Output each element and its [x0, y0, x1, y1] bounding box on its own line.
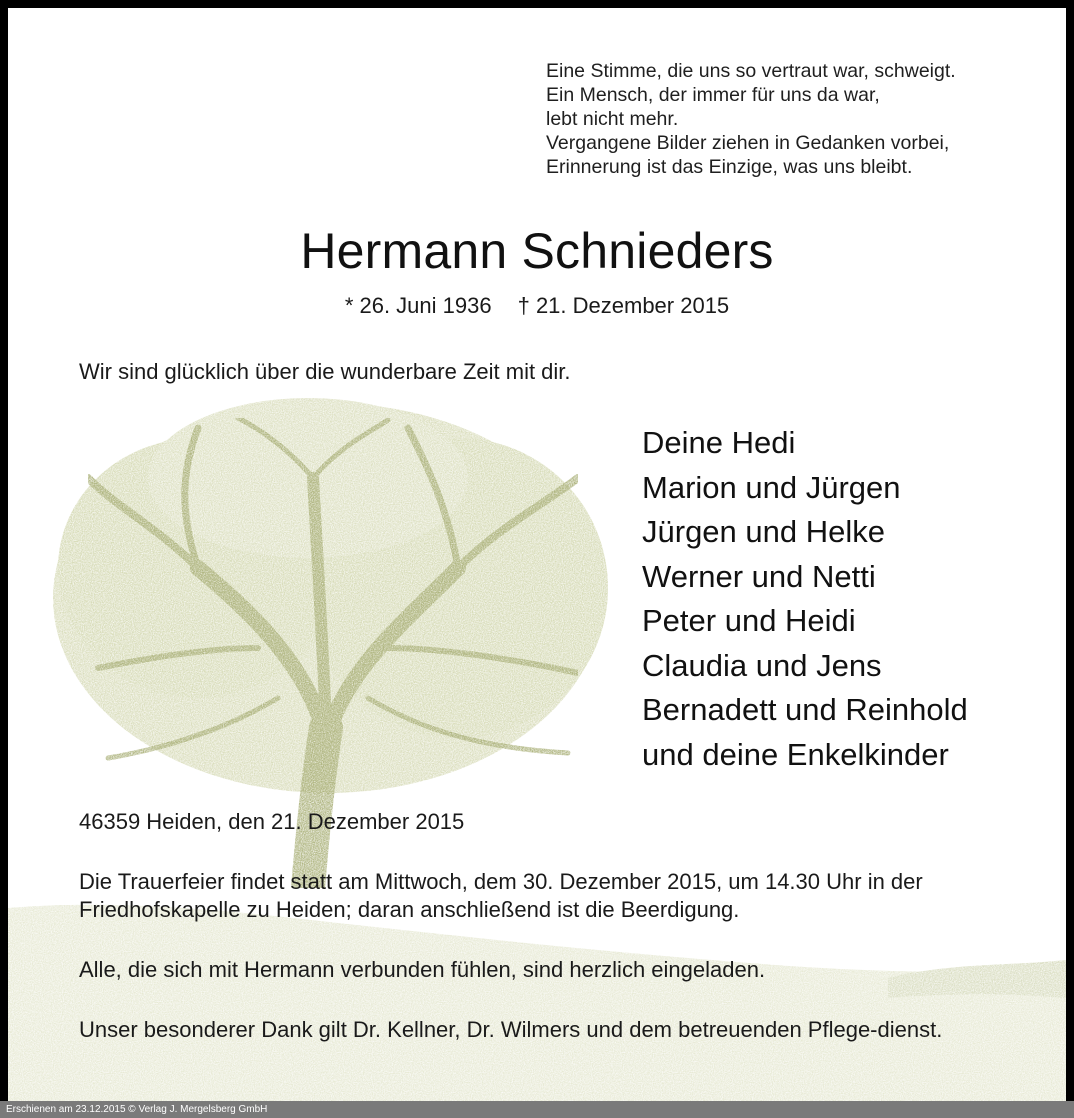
obituary-notice	[8, 8, 1066, 1101]
poem-line: Eine Stimme, die uns so vertraut war, schweigt.	[546, 60, 956, 82]
mourner-name: Deine Hedi	[642, 425, 796, 460]
poem	[546, 59, 1066, 179]
meadow	[8, 905, 1066, 1101]
mourners-list	[642, 421, 968, 777]
mourner-name: Peter und Heidi	[642, 603, 856, 638]
funeral-ceremony-text: Die Trauerfeier findet statt am Mittwoch, dem 30. Dezember 2015, um 14.30 Uhr in der Friedhofskapelle zu Heiden; daran anschließend ist die Beerdigung.	[79, 869, 923, 922]
publication-note: Erschienen am 23.12.2015 © Verlag J. Mergelsberg GmbH	[6, 1104, 268, 1115]
mourner-name: Jürgen und Helke	[642, 514, 885, 549]
invitation-text: Alle, die sich mit Hermann verbunden fühlen, sind herzlich eingeladen.	[79, 957, 766, 982]
life-dates	[8, 292, 1066, 320]
birth-date: * 26. Juni 1936	[344, 293, 492, 318]
poem-line: Ein Mensch, der immer für uns da war,	[546, 84, 880, 106]
motto-line: Wir sind glücklich über die wunderbare Zeit mit dir.	[79, 359, 571, 384]
publication-footer	[0, 1101, 1074, 1118]
poem-line: Erinnerung ist das Einzige, was uns bleibt.	[546, 156, 913, 178]
place-and-date: 46359 Heiden, den 21. Dezember 2015	[79, 809, 465, 834]
mourner-name: Marion und Jürgen	[642, 469, 901, 505]
thanks-text: Unser besonderer Dank gilt Dr. Kellner, Dr. Wilmers und dem betreuenden Pflege-dienst.	[79, 1017, 943, 1042]
poem-line: Vergangene Bilder ziehen in Gedanken vorbei,	[546, 132, 950, 154]
mourner-name: Werner und Netti	[642, 558, 876, 594]
death-date: † 21. Dezember 2015	[517, 293, 730, 318]
mourner-name: Claudia und Jens	[642, 647, 882, 683]
mourner-name: Bernadett und Reinhold	[642, 692, 968, 727]
mourner-name: und deine Enkelkinder	[642, 736, 949, 772]
deceased-name: Hermann Schnieders	[300, 223, 774, 279]
poem-line: lebt nicht mehr.	[546, 108, 679, 130]
